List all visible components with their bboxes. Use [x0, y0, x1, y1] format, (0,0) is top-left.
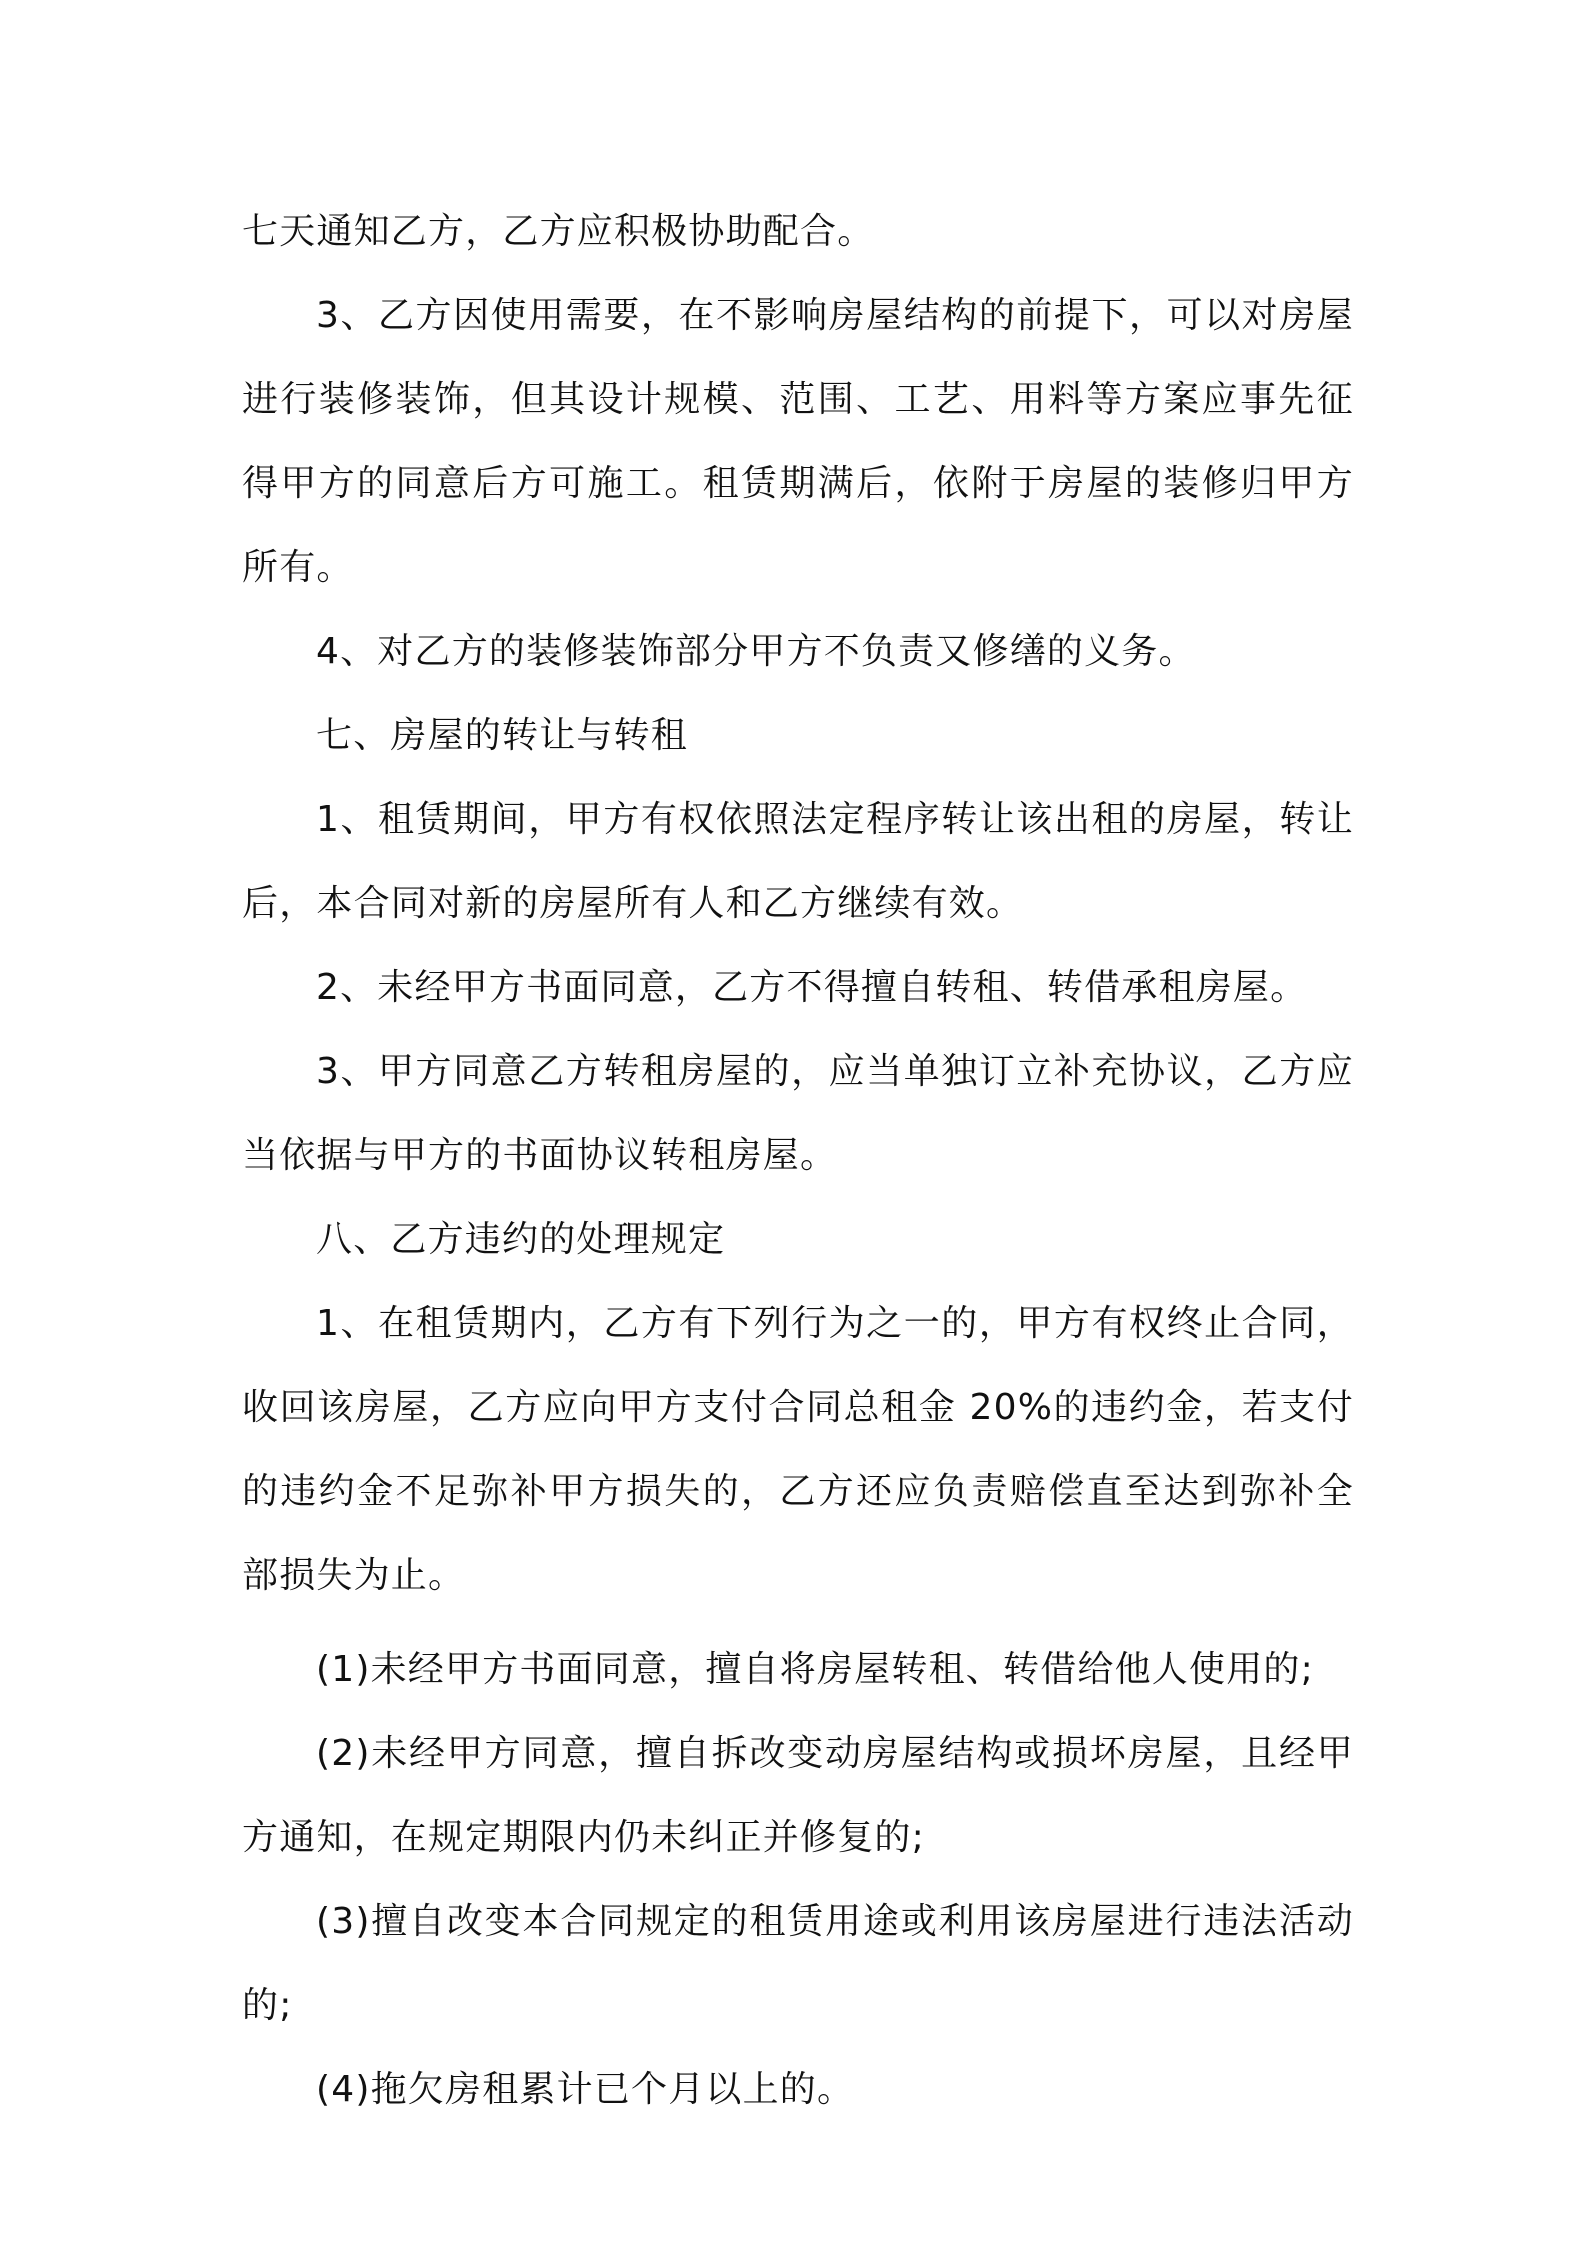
paragraph-decoration-clause-3: 3、乙方因使用需要，在不影响房屋结构的前提下，可以对房屋进行装修装饰，但其设计规模、范围、工艺、用料等方案应事先征得甲方的同意后方可施工。租赁期满后，依附于房屋的装修归甲方所有。 [242, 295, 1354, 588]
list-item-breach-3: (3)擅自改变本合同规定的租赁用途或利用该房屋进行违法活动的; [242, 1901, 1354, 2026]
section-heading-breach-rules: 八、乙方违约的处理规定 [316, 1219, 726, 1260]
list-item-breach-4: (4)拖欠房租累计已个月以上的。 [316, 2069, 855, 2110]
list-item-breach-1: (1)未经甲方书面同意，擅自将房屋转租、转借给他人使用的; [316, 1649, 1314, 1690]
paragraph-decoration-clause-4: 4、对乙方的装修装饰部分甲方不负责又修缮的义务。 [316, 631, 1196, 672]
list-item-breach-2: (2)未经甲方同意，擅自拆改变动房屋结构或损坏房屋，且经甲方通知，在规定期限内仍未纠正并修复的; [242, 1733, 1354, 1858]
paragraph-transfer-clause-3: 3、甲方同意乙方转租房屋的，应当单独订立补充协议，乙方应当依据与甲方的书面协议转租房屋。 [242, 1051, 1354, 1176]
paragraph-cooperation-notice: 七天通知乙方，乙方应积极协助配合。 [242, 211, 875, 252]
paragraph-breach-clause-1: 1、在租赁期内，乙方有下列行为之一的，甲方有权终止合同，收回该房屋，乙方应向甲方支付合同总租金 20%的违约金，若支付的违约金不足弥补甲方损失的，乙方还应负责赔偿直至达到弥补全部损失为止。 [242, 1303, 1354, 1596]
section-heading-transfer-sublease: 七、房屋的转让与转租 [316, 715, 689, 756]
contract-text [242, 190, 1354, 2132]
paragraph-transfer-clause-1: 1、租赁期间，甲方有权依照法定程序转让该出租的房屋，转让后，本合同对新的房屋所有人和乙方继续有效。 [242, 799, 1354, 924]
paragraph-transfer-clause-2: 2、未经甲方书面同意，乙方不得擅自转租、转借承租房屋。 [316, 967, 1308, 1008]
